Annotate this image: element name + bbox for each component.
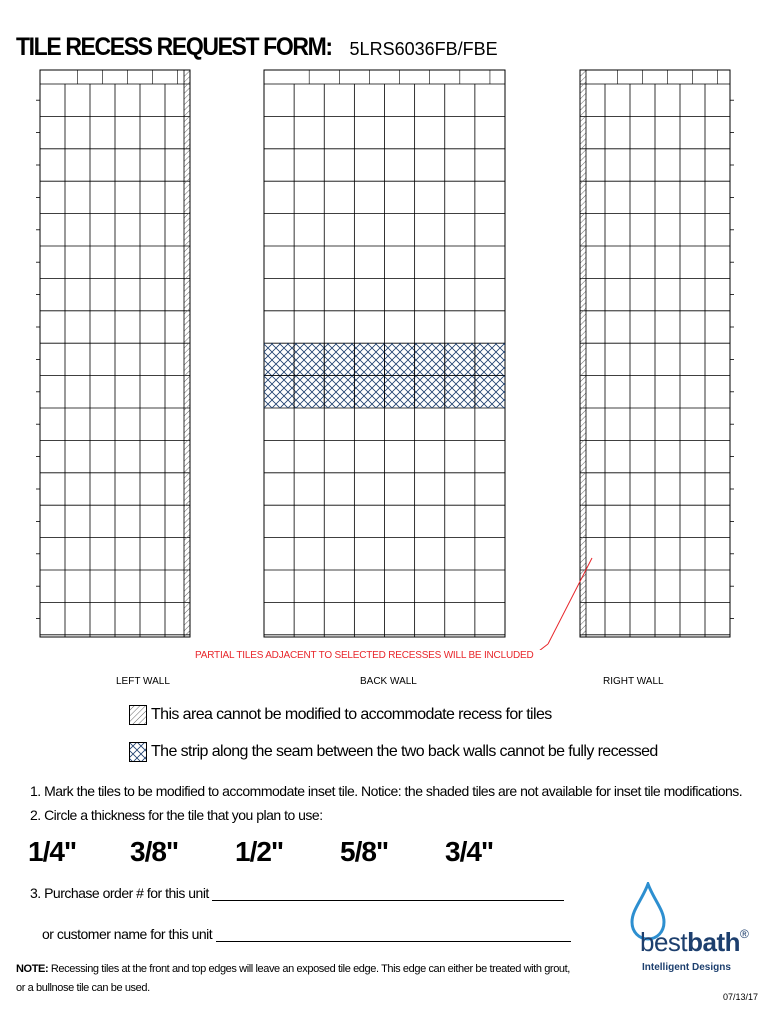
left-wall-grid[interactable] — [36, 70, 190, 637]
right-wall-restricted-strip — [580, 70, 586, 637]
back-wall-label: BACK WALL — [360, 676, 417, 687]
footer-note-label: NOTE: — [16, 963, 49, 975]
form-title-main: TILE RECESS REQUEST FORM: — [16, 33, 332, 61]
logo-tagline: Intelligent Designs — [642, 962, 731, 973]
instruction-step-1: 1. Mark the tiles to be modified to accommodate inset tile. Notice: the shaded tiles are not available for inset tile modifications. — [30, 783, 743, 799]
thickness-option-1-2[interactable]: 1/2" — [235, 836, 284, 867]
customer-name-field[interactable] — [216, 927, 571, 942]
thickness-option-3-4[interactable]: 3/4" — [445, 836, 494, 867]
footer-note — [16, 960, 576, 998]
partial-note-pointer — [535, 644, 548, 650]
legend-crosshatched — [129, 742, 658, 762]
left-wall-restricted-strip — [184, 70, 190, 637]
thickness-option-1-4[interactable]: 1/4" — [28, 836, 77, 867]
hatched-swatch-icon — [129, 705, 147, 725]
left-wall-label: LEFT WALL — [116, 676, 170, 687]
purchase-order-label: 3. Purchase order # for this unit — [30, 885, 209, 901]
form-model-code: 5LRS6036FB/FBE — [349, 39, 498, 59]
right-wall-label: RIGHT WALL — [603, 676, 664, 687]
thickness-option-5-8[interactable]: 5/8" — [340, 836, 389, 867]
legend-crosshatched-text: The strip along the seam between the two back walls cannot be fully recessed — [151, 743, 658, 761]
bestbath-logo — [620, 882, 750, 982]
logo-wordmark: bestbath® — [640, 927, 749, 957]
partial-tiles-note: PARTIAL TILES ADJACENT TO SELECTED RECESSES WILL BE INCLUDED — [195, 650, 534, 661]
purchase-order-field[interactable] — [212, 886, 564, 901]
customer-name-row — [42, 926, 571, 942]
back-wall-grid[interactable] — [264, 70, 505, 637]
legend-hatched-text: This area cannot be modified to accommodate recess for tiles — [151, 706, 552, 724]
customer-name-label: or customer name for this unit — [42, 926, 213, 942]
crosshatched-swatch-icon — [129, 742, 147, 762]
purchase-order-row — [30, 885, 564, 901]
thickness-option-3-8[interactable]: 3/8" — [130, 836, 179, 867]
instruction-step-2: 2. Circle a thickness for the tile that you plan to use: — [30, 807, 323, 823]
legend-hatched — [129, 705, 552, 725]
form-date: 07/13/17 — [722, 992, 758, 1002]
right-wall-grid[interactable] — [580, 70, 734, 637]
footer-note-text: Recessing tiles at the front and top edges will leave an exposed tile edge. This edge can either be treated with grout, or a bullnose tile can be used. — [16, 963, 570, 994]
